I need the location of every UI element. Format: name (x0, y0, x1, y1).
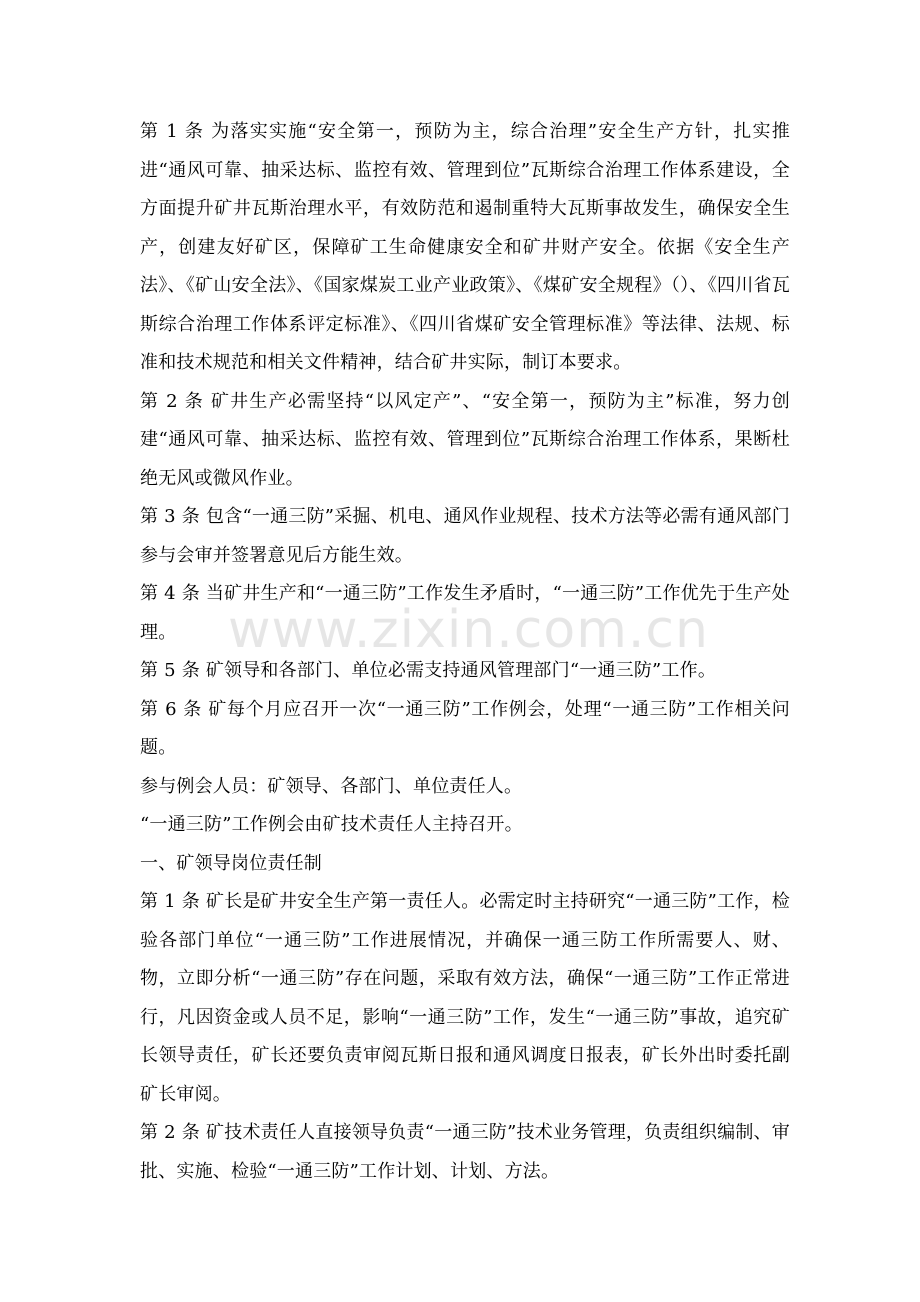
section-heading: 一、矿领导岗位责任制 (140, 852, 322, 874)
meeting-host-line: “一通三防”工作例会由矿技术责任人主持召开。 (140, 814, 523, 835)
section-article-1-paragraph: 第 1 条 矿长是矿井安全生产第一责任人。必需定时主持研究“一通三防”工作，检验各部门单位“一通三防”工作进展情况，并确保一通三防工作所需要人、财、物，立即分析“一通三防”存在问题，采取有效方法，确保“一通三防”工作正常进行，凡因资金或人员不足，影响“一通三防”工作，发生“一通三防”事故，追究矿长领导责任，矿长还要负责审阅瓦斯日报和通风调度日报表，矿长外出时委托副矿长审阅。 (140, 891, 790, 1105)
article-5-paragraph: 第 5 条 矿领导和各部门、单位必需支持通风管理部门“一通三防”工作。 (140, 660, 717, 681)
article-2-paragraph: 第 2 条 矿井生产必需坚持“以风定产”、“安全第一，预防为主”标准，努力创建“通风可靠、抽采达标、监控有效、管理到位”瓦斯综合治理工作体系，果断杜绝无风或微风作业。 (140, 390, 790, 489)
article-1-paragraph: 第 1 条 为落实实施“安全第一，预防为主，综合治理”安全生产方针，扎实推进“通风可靠、抽采达标、监控有效、管理到位”瓦斯综合治理工作体系建设，全方面提升矿井瓦斯治理水平，有效防范和遏制重特大瓦斯事故发生，确保安全生产，创建友好矿区，保障矿工生命健康安全和矿井财产安全。依据《安全生产法》、《矿山安全法》、《国家煤炭工业产业政策》、《煤矿安全规程》（）、《四川省瓦斯综合治理工作体系评定标准》、《四川省煤矿安全管理标准》等法律、法规、标准和技术规范和相关文件精神，结合矿井实际，制订本要求。 (140, 121, 790, 373)
meeting-attendees-line: 参与例会人员：矿领导、各部门、单位责任人。 (140, 775, 523, 797)
article-4-paragraph: 第 4 条 当矿井生产和“一通三防”工作发生矛盾时，“一通三防”工作优先于生产处理。 (140, 583, 790, 643)
section-article-2-paragraph: 第 2 条 矿技术责任人直接领导负责“一通三防”技术业务管理，负责组织编制、审批、实施、检验“一通三防”工作计划、计划、方法。 (140, 1122, 790, 1182)
article-6-paragraph: 第 6 条 矿每个月应召开一次“一通三防”工作例会，处理“一通三防”工作相关问题。 (140, 698, 790, 758)
document-body (140, 113, 790, 1191)
article-3-paragraph: 第 3 条 包含“一通三防”采掘、机电、通风作业规程、技术方法等必需有通风部门参与会审并签署意见后方能生效。 (140, 506, 790, 566)
watermark: www.zixin.com.cn (228, 600, 709, 660)
